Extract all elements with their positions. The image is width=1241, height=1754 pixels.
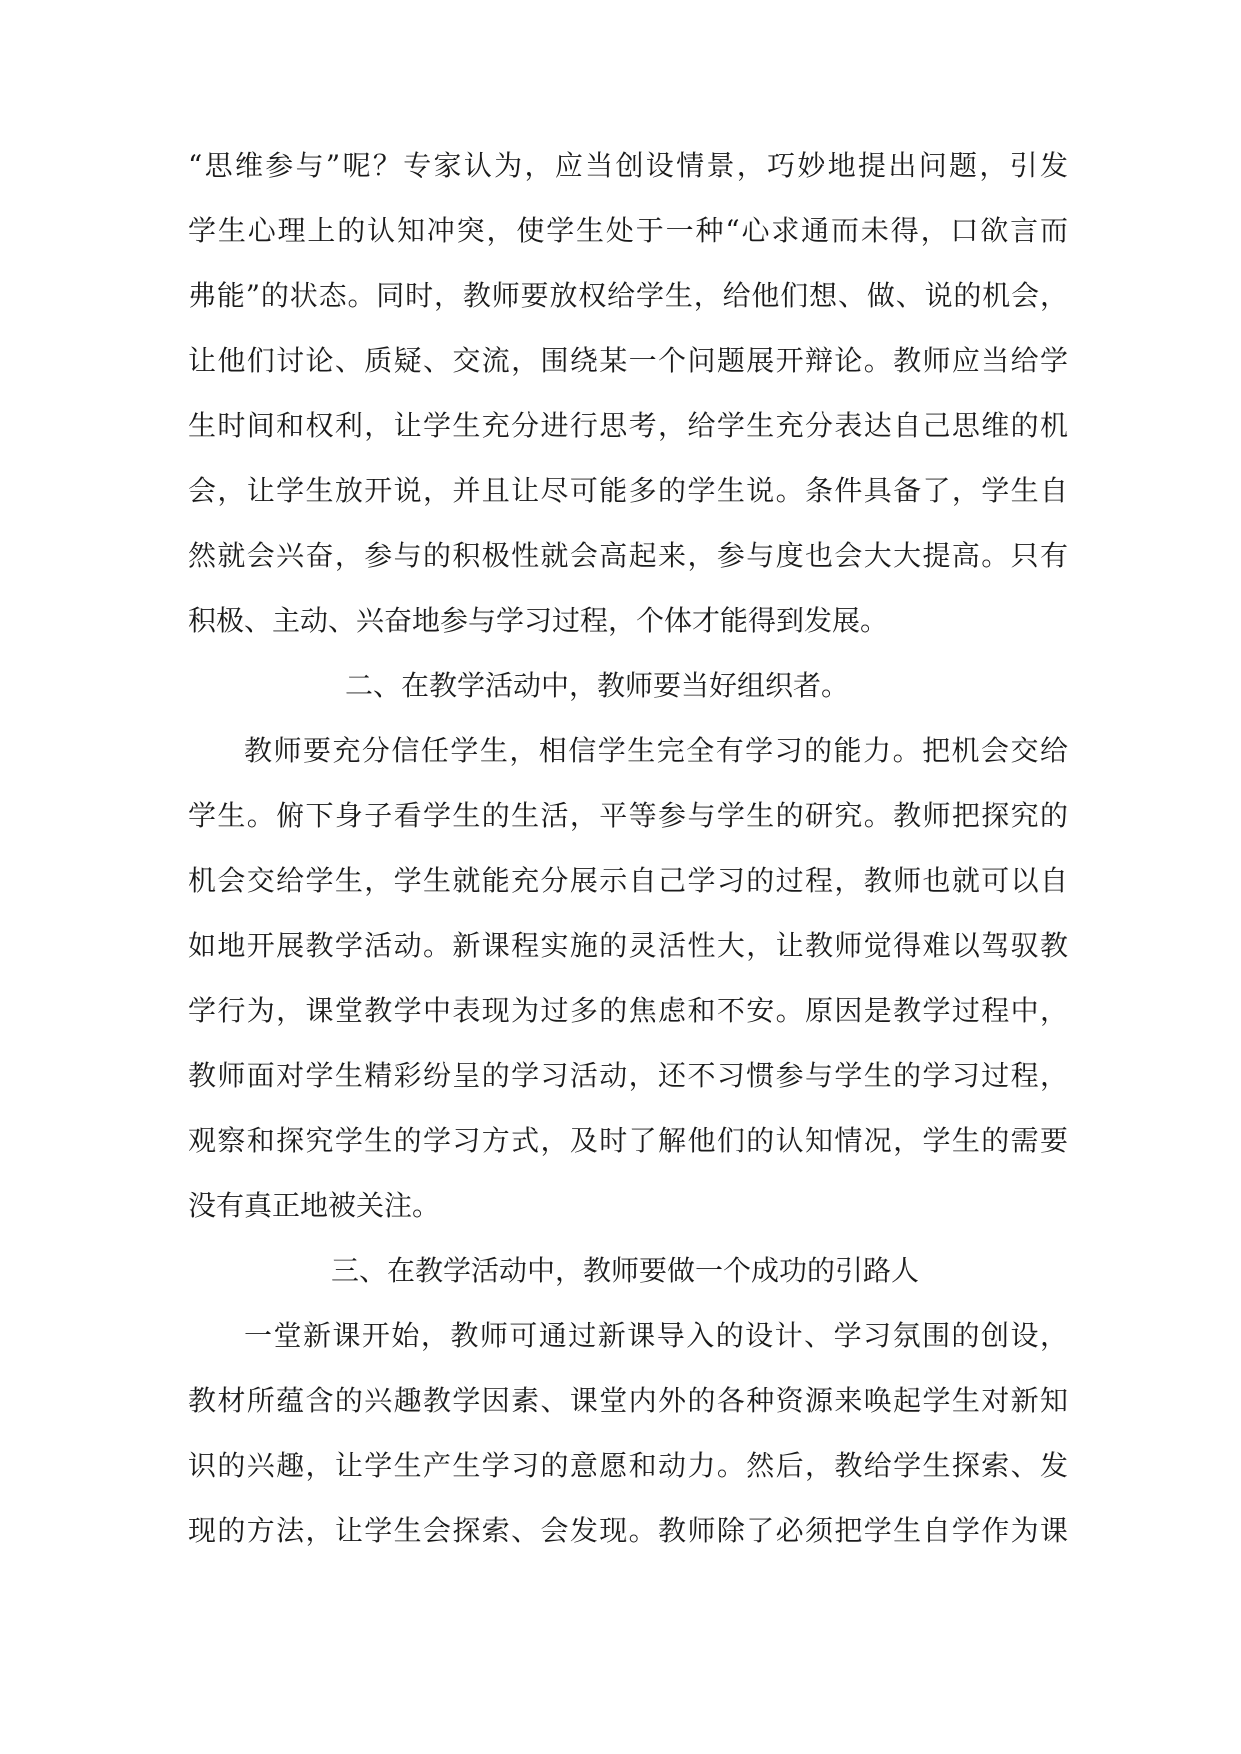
paragraph-2-line-3: 机会交给学生，学生就能充分展示自己学习的过程，教师也就可以自 [188, 864, 1068, 897]
paragraph-3-line-3: 识的兴趣，让学生产生学习的意愿和动力。然后，教给学生探索、发 [188, 1449, 1068, 1482]
paragraph-1-line-2: 学生心理上的认知冲突，使学生处于一种“心求通而未得，口欲言而 [188, 214, 1068, 247]
section-heading-3: 三、在教学活动中，教师要做一个成功的引路人 [331, 1254, 920, 1287]
paragraph-1-line-6: 会，让学生放开说，并且让尽可能多的学生说。条件具备了，学生自 [188, 474, 1068, 507]
paragraph-1-line-5: 生时间和权利，让学生充分进行思考，给学生充分表达自己思维的机 [188, 409, 1068, 442]
paragraph-3-line-2: 教材所蕴含的兴趣教学因素、课堂内外的各种资源来唤起学生对新知 [188, 1384, 1068, 1417]
paragraph-1-line-4: 让他们讨论、质疑、交流，围绕某一个问题展开辩论。教师应当给学 [188, 344, 1068, 377]
paragraph-2-line-5: 学行为，课堂教学中表现为过多的焦虑和不安。原因是教学过程中， [188, 994, 1068, 1027]
paragraph-2-line-8: 没有真正地被关注。 [188, 1189, 441, 1222]
paragraph-1-line-1: “思维参与”呢？专家认为，应当创设情景，巧妙地提出问题，引发 [188, 149, 1068, 182]
paragraph-2-line-6: 教师面对学生精彩纷呈的学习活动，还不习惯参与学生的学习过程， [188, 1059, 1068, 1092]
paragraph-2-line-1: 教师要充分信任学生，相信学生完全有学习的能力。把机会交给 [244, 734, 1068, 767]
paragraph-3-line-4: 现的方法，让学生会探索、会发现。教师除了必须把学生自学作为课 [188, 1514, 1068, 1547]
paragraph-2-line-2: 学生。俯下身子看学生的生活，平等参与学生的研究。教师把探究的 [188, 799, 1068, 832]
section-heading-2: 二、在教学活动中，教师要当好组织者。 [345, 669, 850, 702]
paragraph-2-line-4: 如地开展教学活动。新课程实施的灵活性大，让教师觉得难以驾驭教 [188, 929, 1068, 962]
paragraph-1-line-7: 然就会兴奋，参与的积极性就会高起来，参与度也会大大提高。只有 [188, 539, 1068, 572]
paragraph-1-line-3: 弗能”的状态。同时，教师要放权给学生，给他们想、做、说的机会， [188, 279, 1068, 312]
paragraph-3-line-1: 一堂新课开始，教师可通过新课导入的设计、学习氛围的创设， [244, 1319, 1068, 1352]
paragraph-2-line-7: 观察和探究学生的学习方式，及时了解他们的认知情况，学生的需要 [188, 1124, 1068, 1157]
paragraph-1-line-8: 积极、主动、兴奋地参与学习过程，个体才能得到发展。 [188, 604, 889, 637]
